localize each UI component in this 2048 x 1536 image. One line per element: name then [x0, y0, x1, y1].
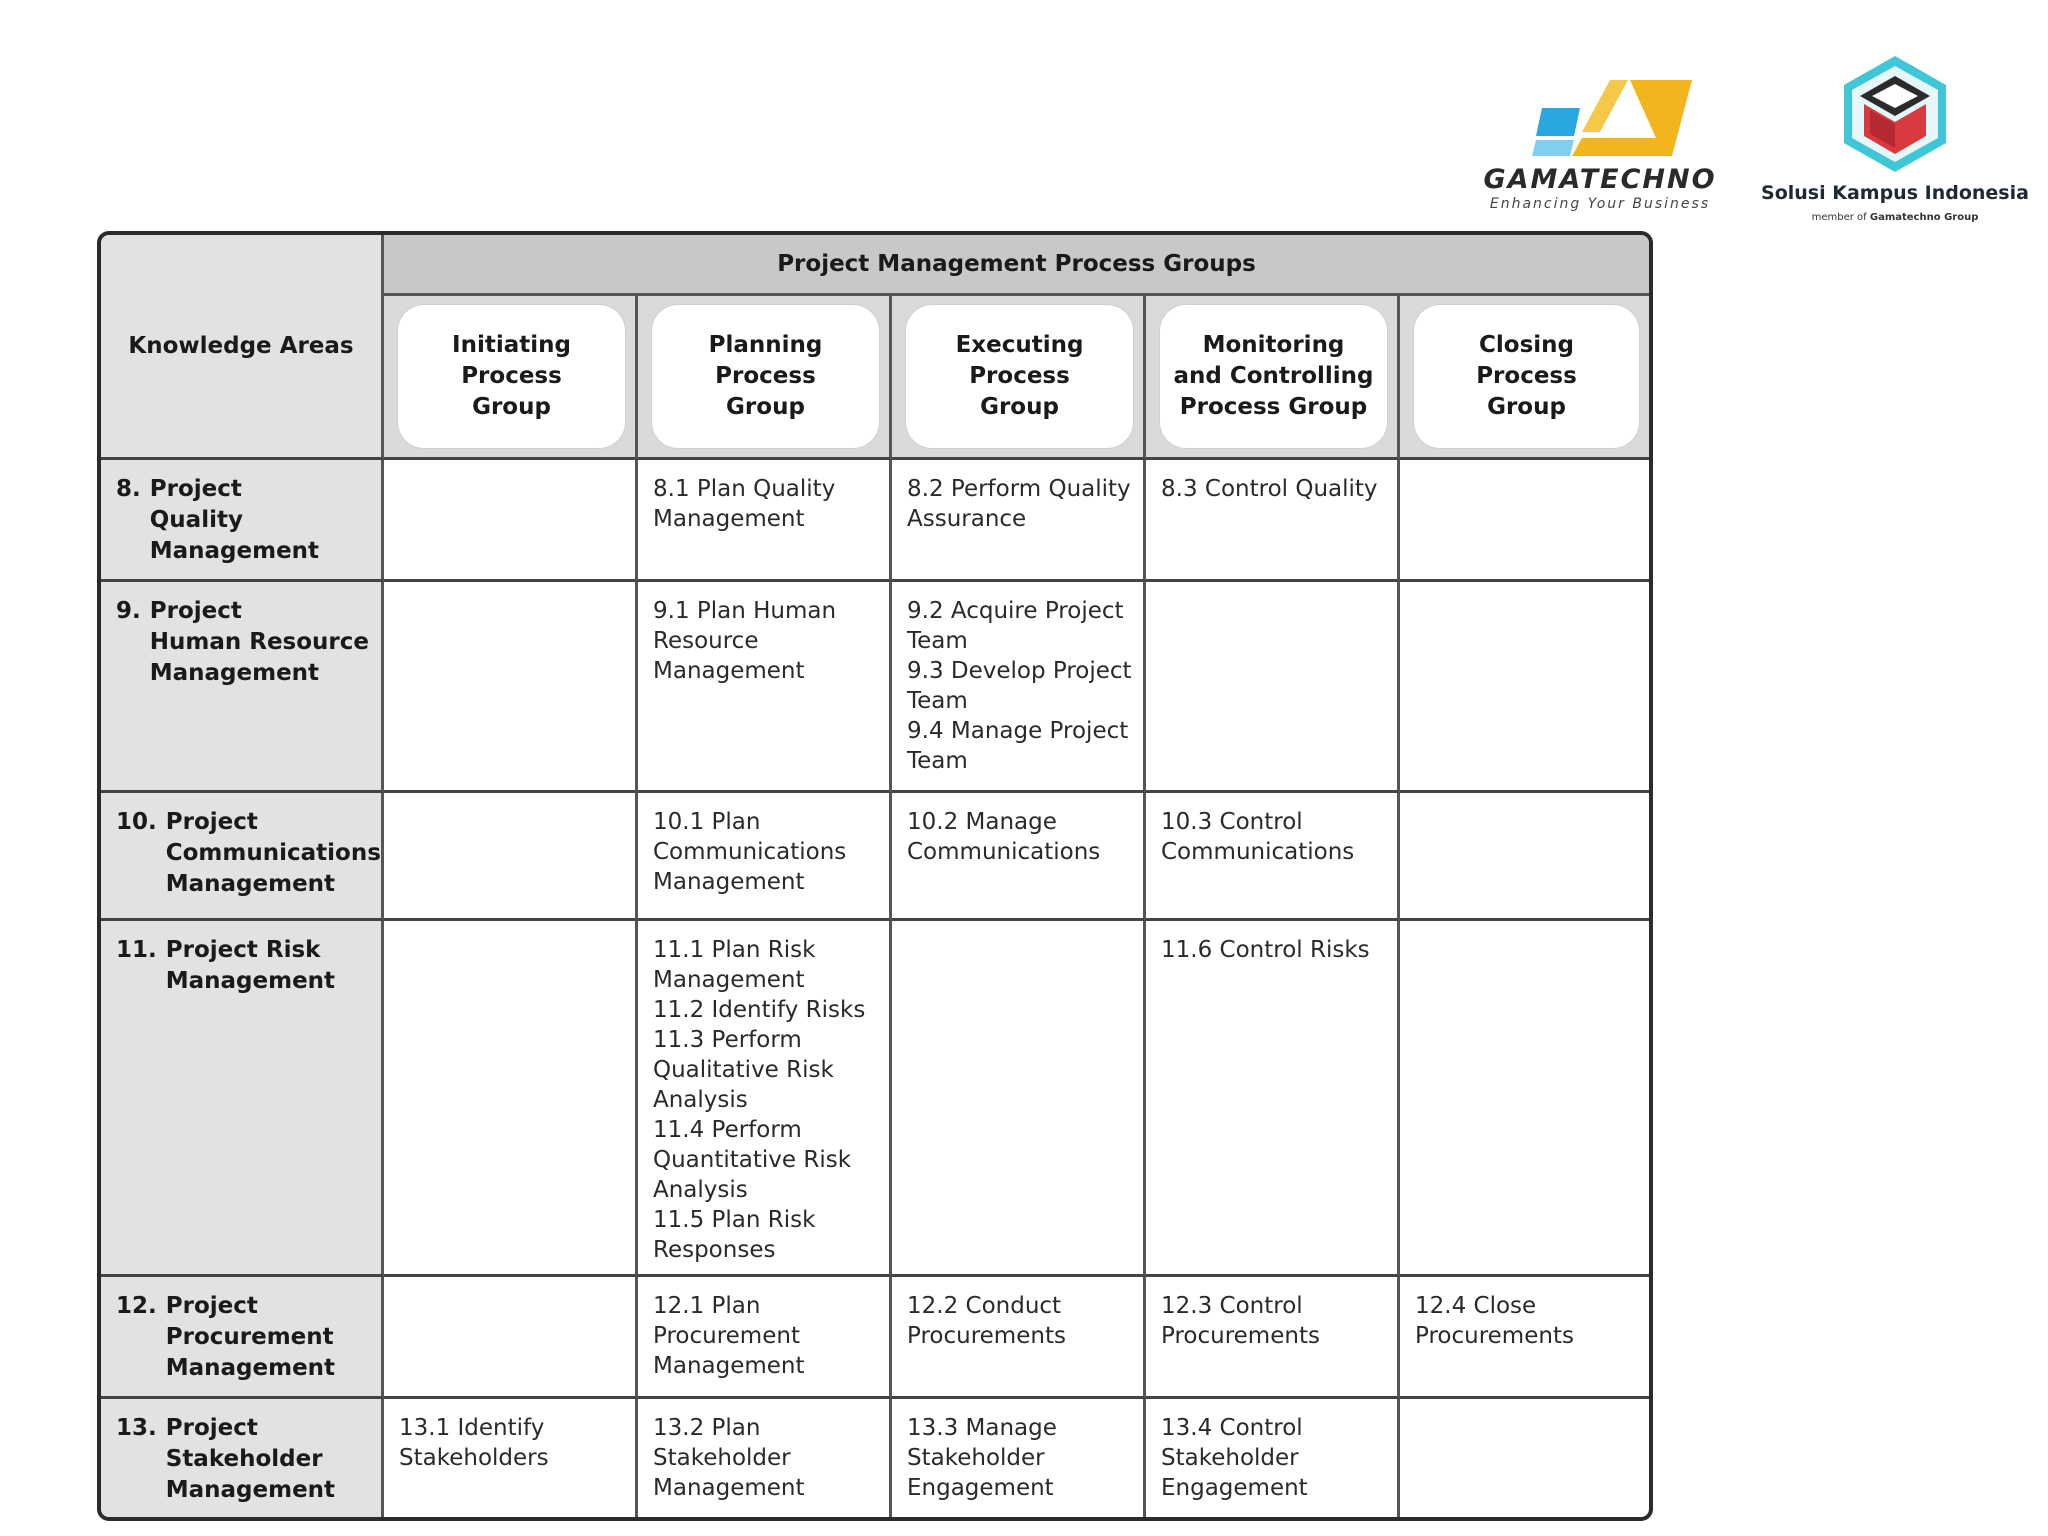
knowledge-area-name: Project Procurement Management: [165, 1293, 336, 1381]
closing-header: [1400, 296, 1649, 460]
process-cell: [384, 1277, 638, 1399]
executing-label: Executing Process Group: [906, 305, 1133, 448]
ski-member-group: Gamatechno Group: [1869, 212, 1979, 223]
knowledge-area-risk: [101, 921, 384, 1277]
knowledge-area-number: 13.: [116, 1415, 157, 1441]
ski-member-prefix: member of: [1811, 212, 1867, 223]
process-cell: 13.3 Manage Stakeholder Engagement: [892, 1399, 1146, 1517]
process-cell: 8.3 Control Quality: [1146, 460, 1400, 582]
knowledge-area-number: 12.: [116, 1293, 157, 1319]
process-cell: 8.2 Perform Quality Assurance: [892, 460, 1146, 582]
process-cell: 10.2 Manage Communications: [892, 793, 1146, 921]
knowledge-area-name: Project Human Resource Management: [149, 598, 369, 686]
monitoring-controlling-header: [1146, 296, 1400, 460]
gamatechno-mark-icon: [1460, 76, 1740, 162]
process-cell: 13.1 Identify Stakeholders: [384, 1399, 638, 1517]
graduation-cap-icon: [1760, 52, 2030, 178]
process-cell: 12.4 Close Procurements: [1400, 1277, 1649, 1399]
process-cell: 9.2 Acquire Project Team 9.3 Develop Project Team 9.4 Manage Project Team: [892, 582, 1146, 793]
process-cell: [1400, 793, 1649, 921]
process-cell: 12.1 Plan Procurement Management: [638, 1277, 892, 1399]
knowledge-area-number: 10.: [116, 809, 157, 835]
ski-name: Solusi Kampus Indonesia: [1761, 182, 2029, 204]
knowledge-area-name: Project Quality Management: [149, 476, 320, 564]
process-cell: [892, 921, 1146, 1277]
process-cell: [1400, 460, 1649, 582]
process-cell: 9.1 Plan Human Resource Management: [638, 582, 892, 793]
process-cell: [1146, 582, 1400, 793]
knowledge-area-name: Project Communications Management: [165, 809, 381, 897]
process-cell: 12.2 Conduct Procurements: [892, 1277, 1146, 1399]
knowledge-area-number: 11.: [116, 937, 157, 963]
process-cell: [384, 793, 638, 921]
initiating-label: Initiating Process Group: [398, 305, 625, 448]
process-groups-table: [97, 231, 1653, 1521]
process-cell: [384, 460, 638, 582]
planning-label: Planning Process Group: [652, 305, 879, 448]
monitoring-controlling-label: Monitoring and Controlling Process Group: [1160, 305, 1387, 448]
process-cell: [384, 921, 638, 1277]
process-cell: 11.6 Control Risks: [1146, 921, 1400, 1277]
process-cell: 10.1 Plan Communications Management: [638, 793, 892, 921]
knowledge-areas-header: Knowledge Areas: [101, 235, 384, 460]
gamatechno-logo: [1460, 76, 1740, 216]
process-cell: 13.2 Plan Stakeholder Management: [638, 1399, 892, 1517]
knowledge-area-number: 9.: [116, 598, 141, 624]
process-cell: 12.3 Control Procurements: [1146, 1277, 1400, 1399]
knowledge-area-procurement: [101, 1277, 384, 1399]
process-groups-header: Project Management Process Groups: [384, 235, 1649, 296]
process-cell: 13.4 Control Stakeholder Engagement: [1146, 1399, 1400, 1517]
process-cell: 10.3 Control Communications: [1146, 793, 1400, 921]
gamatechno-tagline: Enhancing Your Business: [1489, 196, 1711, 212]
ski-member-line: [1760, 212, 2030, 223]
process-cell: [1400, 1399, 1649, 1517]
gamatechno-wordmark: GAMATECHNO: [1483, 164, 1717, 195]
process-cell: [384, 582, 638, 793]
knowledge-area-stakeholder: [101, 1399, 384, 1517]
planning-header: [638, 296, 892, 460]
process-cell: 11.1 Plan Risk Management 11.2 Identify Risks 11.3 Perform Qualitative Risk Analysis 11.4 Perform Quantitative Risk Analysis 11.5 Plan Risk Responses: [638, 921, 892, 1277]
knowledge-area-quality: [101, 460, 384, 582]
closing-label: Closing Process Group: [1414, 305, 1639, 448]
knowledge-area-name: Project Stakeholder Management: [165, 1415, 336, 1503]
knowledge-area-communications: [101, 793, 384, 921]
process-cell: [1400, 921, 1649, 1277]
process-cell: 8.1 Plan Quality Management: [638, 460, 892, 582]
process-cell: [1400, 582, 1649, 793]
initiating-header: [384, 296, 638, 460]
executing-header: [892, 296, 1146, 460]
knowledge-area-number: 8.: [116, 476, 141, 502]
knowledge-area-name: Project Risk Management: [165, 937, 336, 994]
ski-logo: [1760, 52, 2030, 232]
knowledge-area-human-resource: [101, 582, 384, 793]
